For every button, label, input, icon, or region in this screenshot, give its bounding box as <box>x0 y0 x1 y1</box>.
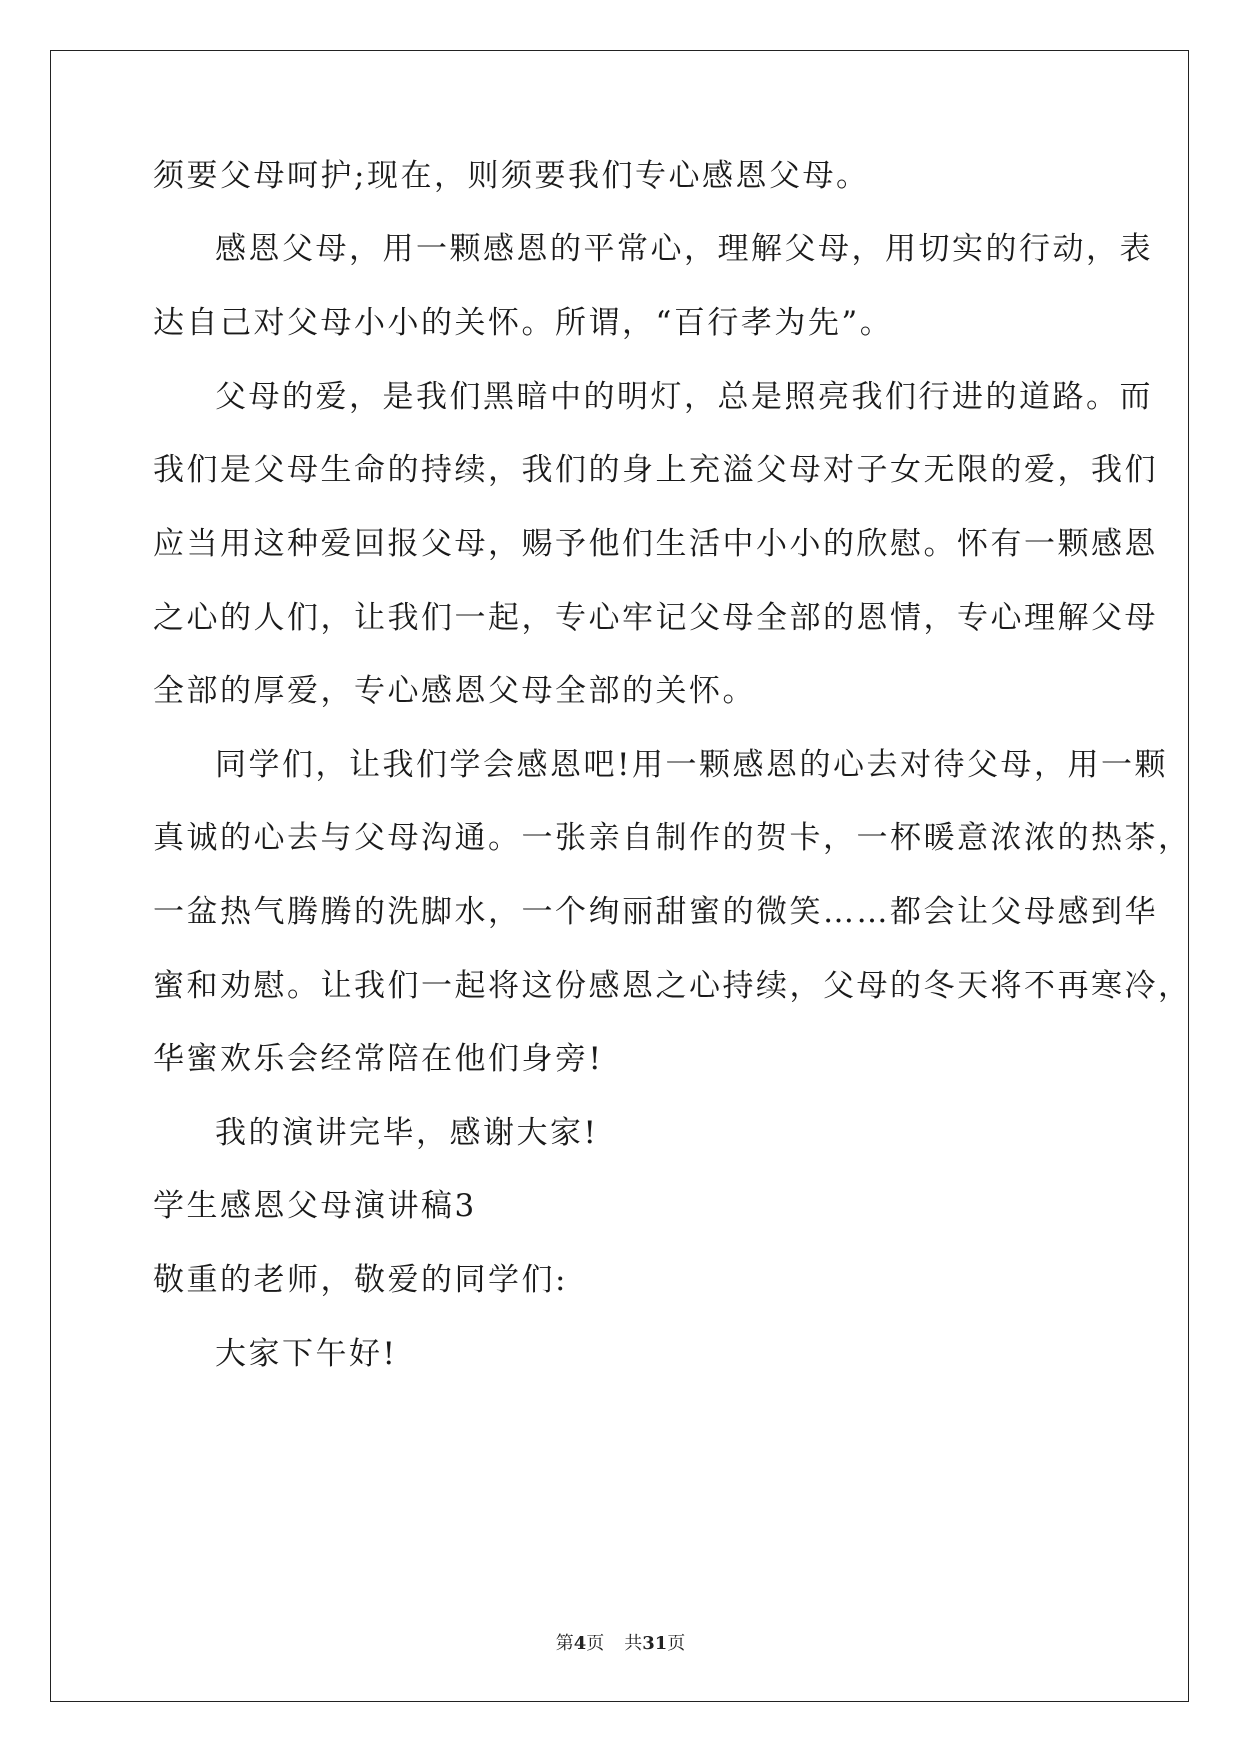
page-border <box>50 50 1189 1702</box>
text-line: 一盆热气腾腾的洗脚水，一个绚丽甜蜜的微笑……都会让父母感到华 <box>153 894 1158 930</box>
section-title: 学生感恩父母演讲稿3 <box>153 1188 477 1224</box>
current-page-number: 4 <box>573 1633 587 1654</box>
paragraph-start: 我的演讲完毕，感谢大家! <box>215 1115 599 1151</box>
paragraph-start: 父母的爱，是我们黑暗中的明灯，总是照亮我们行进的道路。而 <box>215 379 1153 415</box>
text-line: 达自己对父母小小的关怀。所谓，“百行孝为先”。 <box>153 305 894 341</box>
text-line: 须要父母呵护;现在，则须要我们专心感恩父母。 <box>153 158 870 194</box>
paragraph-start: 同学们，让我们学会感恩吧!用一颗感恩的心去对待父母，用一颗 <box>215 747 1168 783</box>
footer-prefix: 第 <box>555 1633 574 1654</box>
text-line: 华蜜欢乐会经常陪在他们身旁! <box>153 1041 604 1077</box>
text-line: 之心的人们，让我们一起，专心牢记父母全部的恩情，专心理解父母 <box>153 600 1158 636</box>
footer-total-prefix: 共 <box>624 1633 643 1654</box>
text-line: 全部的厚爱，专心感恩父母全部的关怀。 <box>153 673 756 709</box>
text-line: 应当用这种爱回报父母，赐予他们生活中小小的欣慰。怀有一颗感恩 <box>153 526 1158 562</box>
total-page-count: 31 <box>642 1633 668 1654</box>
text-line: 我们是父母生命的持续，我们的身上充溢父母对子女无限的爱，我们 <box>153 452 1158 488</box>
footer-total-suffix: 页 <box>667 1633 686 1654</box>
paragraph-start: 感恩父母，用一颗感恩的平常心，理解父母，用切实的行动，表 <box>215 231 1153 267</box>
text-line: 蜜和劝慰。让我们一起将这份感恩之心持续，父母的冬天将不再寒冷， <box>153 968 1192 1004</box>
greeting: 大家下午好! <box>215 1336 398 1372</box>
text-line: 真诚的心去与父母沟通。一张亲自制作的贺卡，一杯暖意浓浓的热茶， <box>153 820 1192 856</box>
page-footer <box>0 1632 1241 1656</box>
footer-page-suffix: 页 <box>586 1633 605 1654</box>
salutation: 敬重的老师，敬爱的同学们: <box>153 1262 568 1298</box>
